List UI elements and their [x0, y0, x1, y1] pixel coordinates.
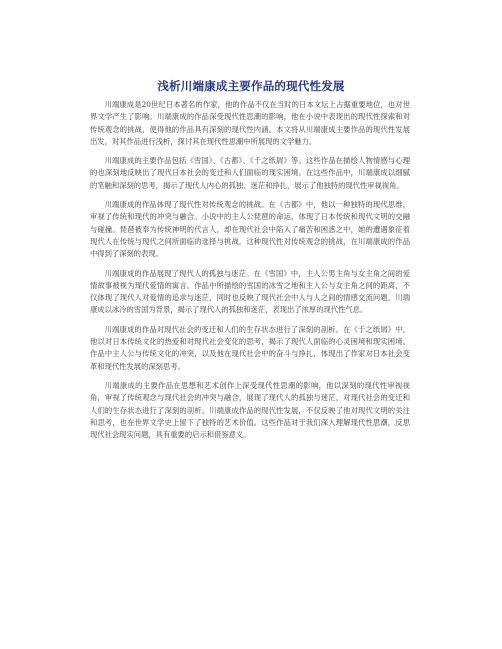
paragraph-2: 川端康成的主要作品包括《雪国》、《古都》、《千之纸屑》等。这些作品在描绘人物情感与心理的也深刻地反映出了现代日本社会的变迁和人们面临的现实困境。在这些作品中，川端康成以细腻的笔触和深刻的思考，揭示了现代人内心的孤独、迷茫和挣扎，展示了他独特的现代性审视视角。: [90, 156, 410, 190]
paragraph-6: 川端康成的主要作品在思想和艺术创作上深受现代性思潮的影响，他以深刻的现代性审视视角，审视了传统观念与现代社会的冲突与融合，展现了现代人的孤独与迷茫，对现代社会的变迁和人们的生存状态进行了深刻的剖析。川端康成作品的现代性发展，不仅反映了他对现代文明的关注和思考，也在世界文学史上留下了独特的艺术价值。这些作品对于我们深入理解现代性思潮，反思现代社会现实问题，具有重要的启示和借鉴意义。: [90, 380, 410, 440]
document-title: 浅析川端康成主要作品的现代性发展: [157, 79, 345, 93]
paragraph-3: 川端康成的作品体现了现代性对传统观念的挑战。在《古都》中，他以一种独特的现代思维，审视了传统和现代的冲突与融合。小说中的主人公琵琶的命运，体现了日本传统和现代文明的交融与碰撞。琵琶被奉为传统神明的代言人，却在现代社会中陷入了痛苦和困惑之中，她的遭遇象征着现代人在传统与现代之间所面临的选择与挑战。这种现代性对传统观念的挑战，在川端康成的作品中得到了深刻的表现。: [90, 200, 410, 259]
paragraph-4: 川端康成的作品展现了现代人的孤独与迷茫。在《雪国》中，主人公男主角与女主角之间的爱情故事被视为现代爱情的寓言。作品中所描绘的雪国的冰雪之地和主人公与女主角之间的距离，不仅体现了现代人对爱情的追求与迷茫，同时也反映了现代社会中人与人之间的情感交流问题。川端康成以冰冷的雪国为背景，揭示了现代人的孤独和迷茫，表现出了浓厚的现代性气息。: [90, 268, 410, 315]
paragraph-1: 川端康成是20世纪日本著名的作家，他的作品不仅在当时的日本文坛上占据重要地位，也对世界文学产生了影响。川端康成的作品深受现代性思潮的影响，他在小说中表现出的现代性探索和对传统观念的挑战，使得他的作品具有深刻的现代性内涵。本文将从川端康成主要作品的现代性发展出发，对其作品进行浅析，探讨其在现代性思潮中所展现的文学魅力。: [90, 100, 410, 146]
document-body: [90, 99, 410, 448]
paragraph-5: 川端康成的作品对现代社会的变迁和人们的生存状态进行了深刻的剖析。在《千之纸屑》中，他以对日本传统文化的热爱和对现代社会变化的思考，揭示了现代人面临的心灵困境和现实困境。作品中主人公与传统文化的冲突，以及他在现代社会中的奋斗与挣扎，体现出了作家对日本社会变革和现代性发展的深刻思考。: [90, 324, 410, 371]
